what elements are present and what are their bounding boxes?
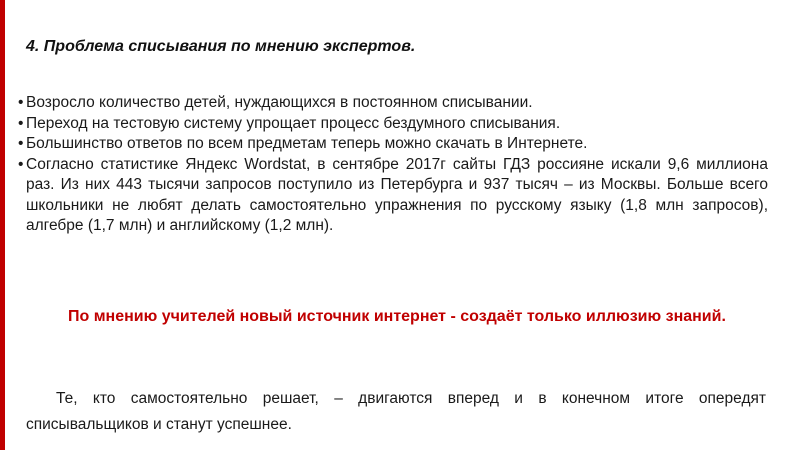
bullet-text: • Большинство ответов по всем предметам теперь можно скачать в Интернете. bbox=[26, 135, 588, 152]
bullet-text: • Согласно статистике Яндекс Wordstat, в сентябре 2017г сайты ГДЗ россияне искали 9,6 миллиона раз. Из них 443 тысячи запросов поступило из Петербурга и 937 тысяч – из Москвы. Больше всего школьники не любят делать самостоятельно упражнения по русскому языку (1,8 млн запросов), алгебре (1,7 млн) и английскому (1,2 млн). bbox=[26, 155, 768, 234]
bullet-list bbox=[18, 93, 768, 237]
bullet-item bbox=[18, 134, 768, 155]
bullet-text: • Возросло количество детей, нуждающихся в постоянном списывании. bbox=[26, 94, 533, 111]
bullet-item bbox=[18, 114, 768, 135]
bullet-text: • Переход на тестовую систему упрощает процесс бездумного списывания. bbox=[26, 114, 561, 132]
left-accent-bar bbox=[0, 0, 5, 450]
bullet-item bbox=[18, 93, 768, 114]
closing-paragraph: Те, кто самостоятельно решает, – двигаются вперед и в конечном итоге опередят списывальщиков и станут успешнее. bbox=[26, 390, 766, 433]
bullet-item bbox=[18, 155, 768, 237]
teacher-quote: По мнению учителей новый источник интернет - создаёт только иллюзию знаний. bbox=[68, 308, 726, 325]
slide-title: 4. Проблема списывания по мнению экспертов. bbox=[26, 38, 416, 55]
